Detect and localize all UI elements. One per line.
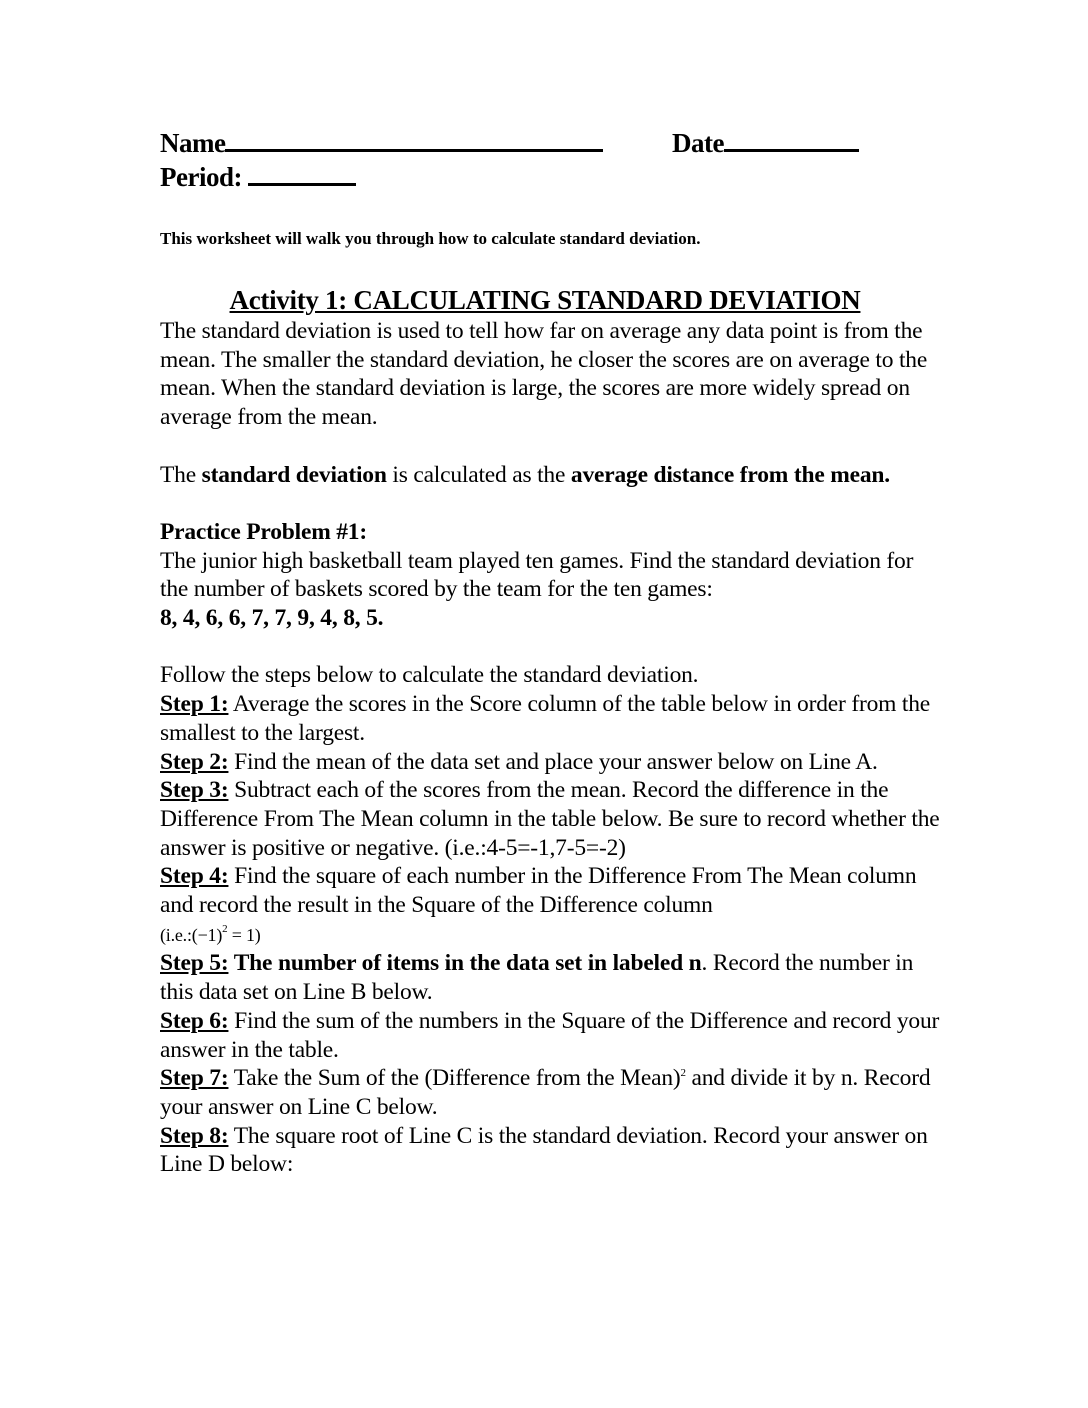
step-text-after: and divide it by n. Record your answer on Line C below. — [160, 1065, 931, 1120]
practice-heading — [160, 518, 940, 547]
name-label: Name — [160, 128, 226, 158]
step-label: Step 2: — [160, 748, 229, 775]
step-label: Step 4: — [160, 863, 229, 890]
step-label: Step 5: — [160, 950, 229, 977]
step-4 — [160, 862, 940, 949]
step-text: Subtract each of the scores from the mean. Record the difference in the Difference From The Mean column in the table below. Be sure to record whether the answer is positive or negative. (i.e.:4-5=-1,7-5=-2) — [160, 777, 940, 861]
step-text: Take the Sum of the (Difference from the Mean) — [228, 1065, 681, 1092]
step-label: Step 7: — [160, 1065, 229, 1092]
date-field — [672, 128, 859, 159]
name-field — [160, 128, 603, 159]
date-label: Date — [672, 128, 724, 158]
definition-term: standard deviation — [201, 461, 387, 488]
step-5 — [160, 949, 940, 1006]
step-text: Find the sum of the numbers in the Square of the Difference and record your answer in the table. — [160, 1007, 940, 1063]
worksheet-body — [160, 317, 940, 1179]
step-4-example — [160, 922, 261, 945]
definition-pre: The — [160, 461, 202, 488]
step-label: Step 1: — [160, 691, 229, 718]
instructions-intro: Follow the steps below to calculate the standard deviation. — [160, 662, 699, 689]
step-1 — [160, 690, 940, 747]
step-label: Step 8: — [160, 1122, 229, 1149]
step-bold-text: The number of items in the data set in labeled n — [228, 950, 702, 977]
step-text: Find the mean of the data set and place your answer below on Line A. — [228, 748, 878, 775]
step-label: Step 6: — [160, 1007, 229, 1034]
definition-paragraph — [160, 461, 940, 490]
step-exponent: 2 — [680, 1067, 686, 1080]
step-3 — [160, 776, 940, 862]
example-base: (i.e.:(−1) — [160, 924, 223, 945]
step-text: The square root of Line C is the standard deviation. Record your answer on Line D below: — [160, 1122, 928, 1178]
period-field — [160, 162, 356, 193]
example-exponent: 2 — [222, 922, 228, 935]
step-6 — [160, 1007, 940, 1064]
practice-data-values: 8, 4, 6, 6, 7, 7, 9, 4, 8, 5. — [160, 605, 384, 631]
practice-text: The junior high basketball team played ten games. Find the standard deviation for the number of baskets scored by the team for the ten games: — [160, 547, 914, 603]
period-label: Period: — [160, 162, 242, 192]
step-text: Find the square of each number in the Difference From The Mean column and record the result in the Square of the Difference column — [160, 863, 917, 919]
step-8 — [160, 1122, 940, 1179]
intro-text: This worksheet will walk you through how to calculate standard deviation. — [160, 229, 701, 248]
period-blank-line[interactable] — [248, 163, 356, 186]
definition-mid: is calculated as the — [386, 461, 571, 488]
step-text: . Record the number in this data set on Line B below. — [160, 950, 914, 1006]
definition-meaning: average distance from the mean. — [570, 461, 890, 488]
step-2 — [160, 748, 940, 777]
date-blank-line[interactable] — [724, 129, 859, 152]
name-blank-line[interactable] — [225, 129, 603, 152]
step-7 — [160, 1064, 940, 1121]
practice-data — [160, 604, 940, 633]
activity-title: Activity 1: CALCULATING STANDARD DEVIATION — [229, 285, 861, 315]
step-label: Step 3: — [160, 777, 229, 804]
practice-heading-text: Practice Problem #1: — [160, 518, 367, 545]
step-text: Average the scores in the Score column of the table below in order from the smallest to the largest. — [160, 691, 930, 746]
description-paragraph: The standard deviation is used to tell how far on average any data point is from the mean. The smaller the standard deviation, he closer the scores are on average to the mean. When the standard deviation is large, the scores are more widely spread on average from the mean. — [160, 318, 928, 431]
example-result: = 1) — [227, 924, 261, 945]
